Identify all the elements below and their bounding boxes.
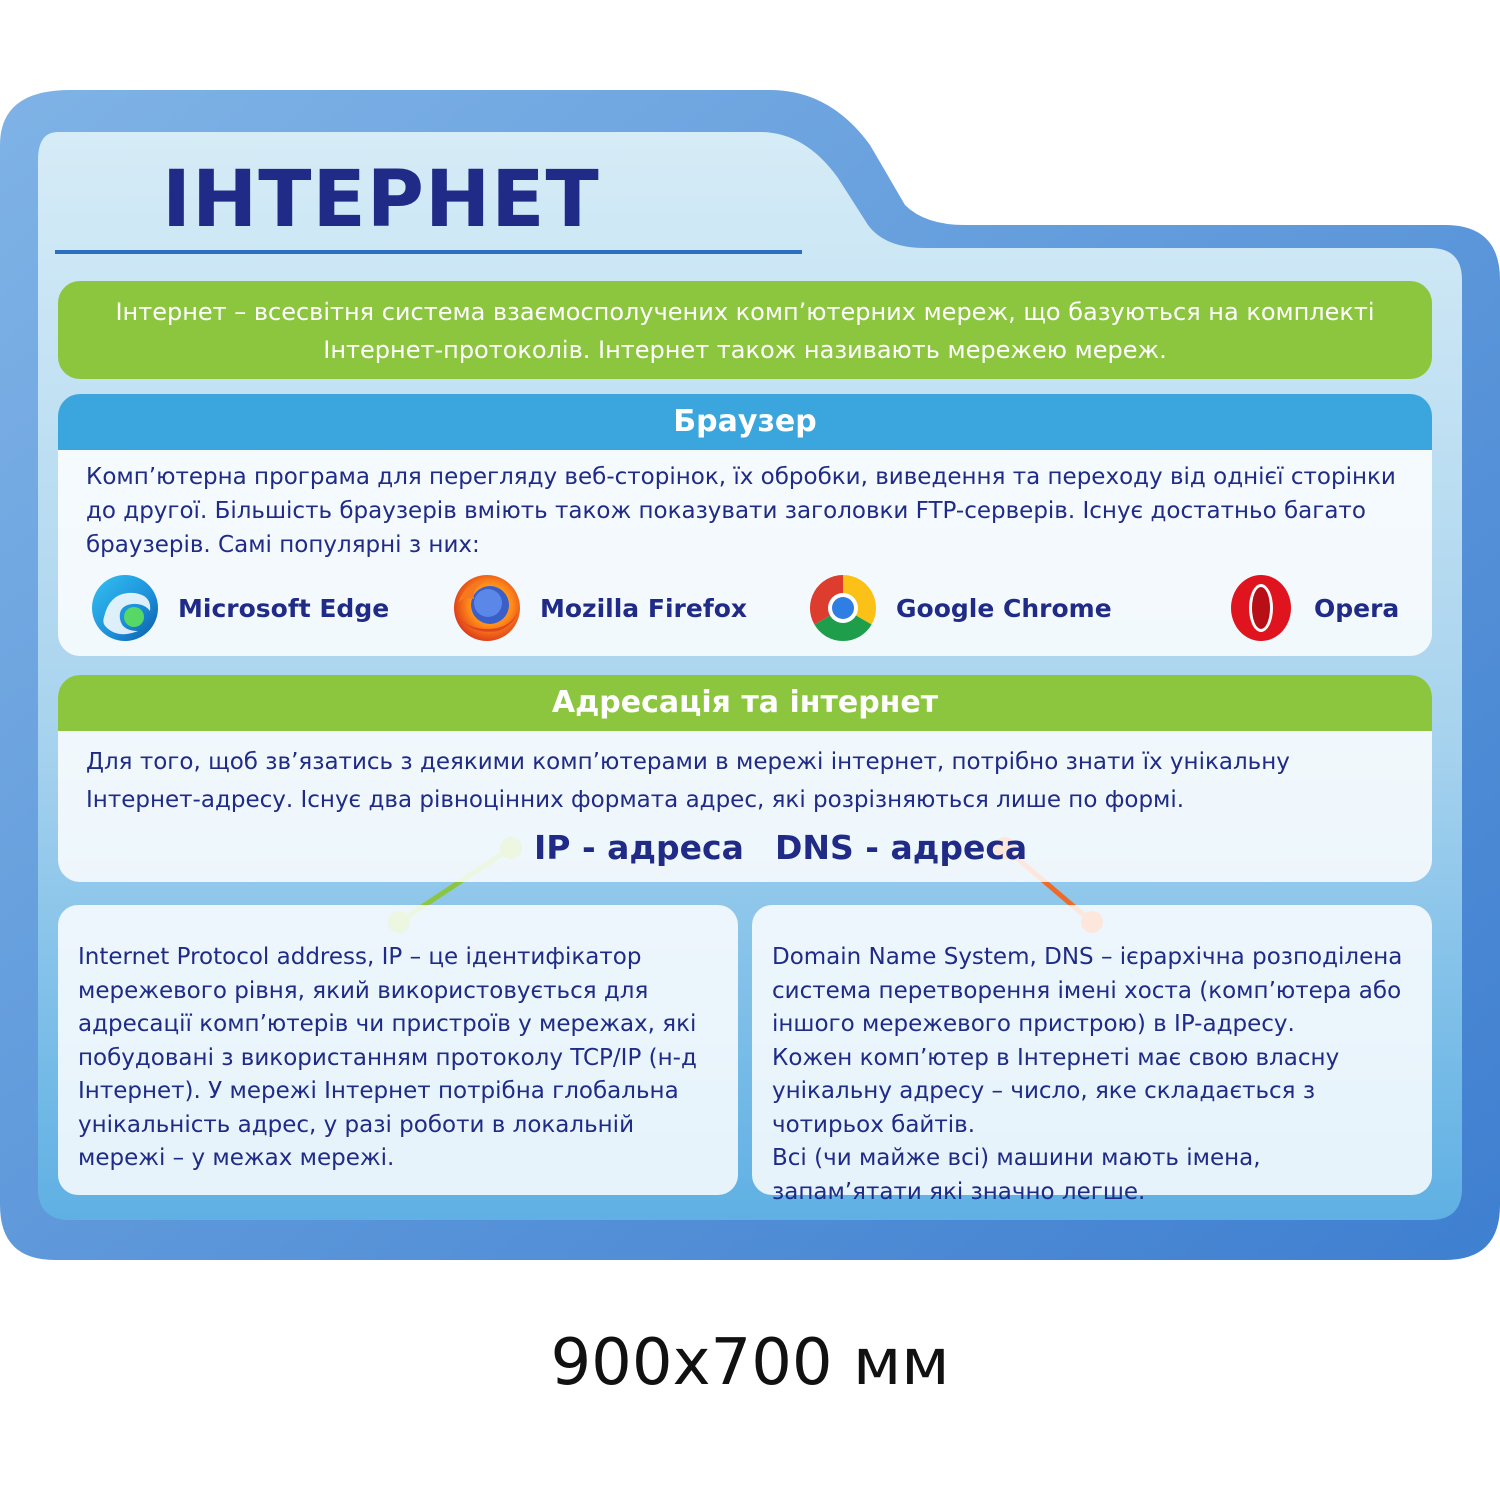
browser-panel-header: Браузер — [58, 394, 1432, 450]
ip-address-label: IP - адреса — [534, 828, 744, 867]
addressing-panel — [58, 675, 1432, 882]
dns-info-paragraph: Кожен комп’ютер в Інтернеті має свою власну унікальну адресу – число, яке складається з чотирьох байтів. — [772, 1044, 1340, 1138]
browser-label-firefox: Mozilla Firefox — [540, 593, 747, 623]
browser-item-edge — [90, 570, 389, 646]
browser-item-chrome — [808, 570, 1112, 646]
chrome-logo-icon — [808, 573, 878, 643]
browser-item-opera — [1226, 570, 1399, 646]
definition-box — [58, 281, 1432, 379]
opera-logo-icon — [1226, 573, 1296, 643]
title-underline — [55, 250, 802, 254]
dns-info-box — [752, 905, 1432, 1205]
dns-info-paragraph: Domain Name System, DNS – ієрархічна розподілена система перетворення імені хоста (комп’ютера або іншого мережевого пристрою) в IP-адресу. — [772, 944, 1403, 1037]
dns-address-label: DNS - адреса — [775, 828, 1028, 867]
size-caption: 900x700 мм — [550, 1326, 950, 1400]
firefox-logo-icon — [452, 573, 522, 643]
definition-text: Інтернет – всесвітня система взаємосполучених комп’ютерних мереж, що базуються на комплекті Інтернет-протоколів. Інтернет також називають мережею мереж. — [115, 298, 1375, 364]
browser-description: Комп’ютерна програма для перегляду веб-сторінок, їх обробки, виведення та переходу від однієї сторінки до другої. Більшість браузерів вміють також показувати заголовки FTP-серверів. Існує достатньо багато браузерів. Самі популярні з них: — [86, 464, 1396, 558]
browser-item-firefox — [452, 570, 747, 646]
dns-info-paragraph: Всі (чи майже всі) машини мають імена, запам’ятати які значно легше. — [772, 1145, 1261, 1205]
addressing-description: Для того, щоб зв’язатись з деякими комп’ютерами в мережі інтернет, потрібно знати їх унікальну Інтернет-адресу. Існує два рівноцінних формата адрес, які розрізняються лише по формі. — [86, 749, 1290, 813]
browser-label-edge: Microsoft Edge — [178, 593, 390, 623]
page-title: ІНТЕРНЕТ — [162, 155, 600, 245]
addressing-panel-header: Адресація та інтернет — [58, 675, 1432, 731]
microsoft-edge-logo-icon — [90, 573, 160, 643]
browser-label-chrome: Google Chrome — [896, 593, 1112, 623]
ip-info-box — [58, 905, 738, 1195]
browser-label-opera: Opera — [1314, 593, 1400, 623]
ip-info-text: Internet Protocol address, IP – це ідентифікатор мережевого рівня, який використовується для адресації комп’ютерів чи пристроїв у мережах, які побудовані з використанням протоколу TCP/IP (н-д Інтернет). У мережі Інтернет потрібна глобальна унікальність адрес, у разі роботи в локальній мережі – у межах мережі. — [78, 944, 697, 1171]
